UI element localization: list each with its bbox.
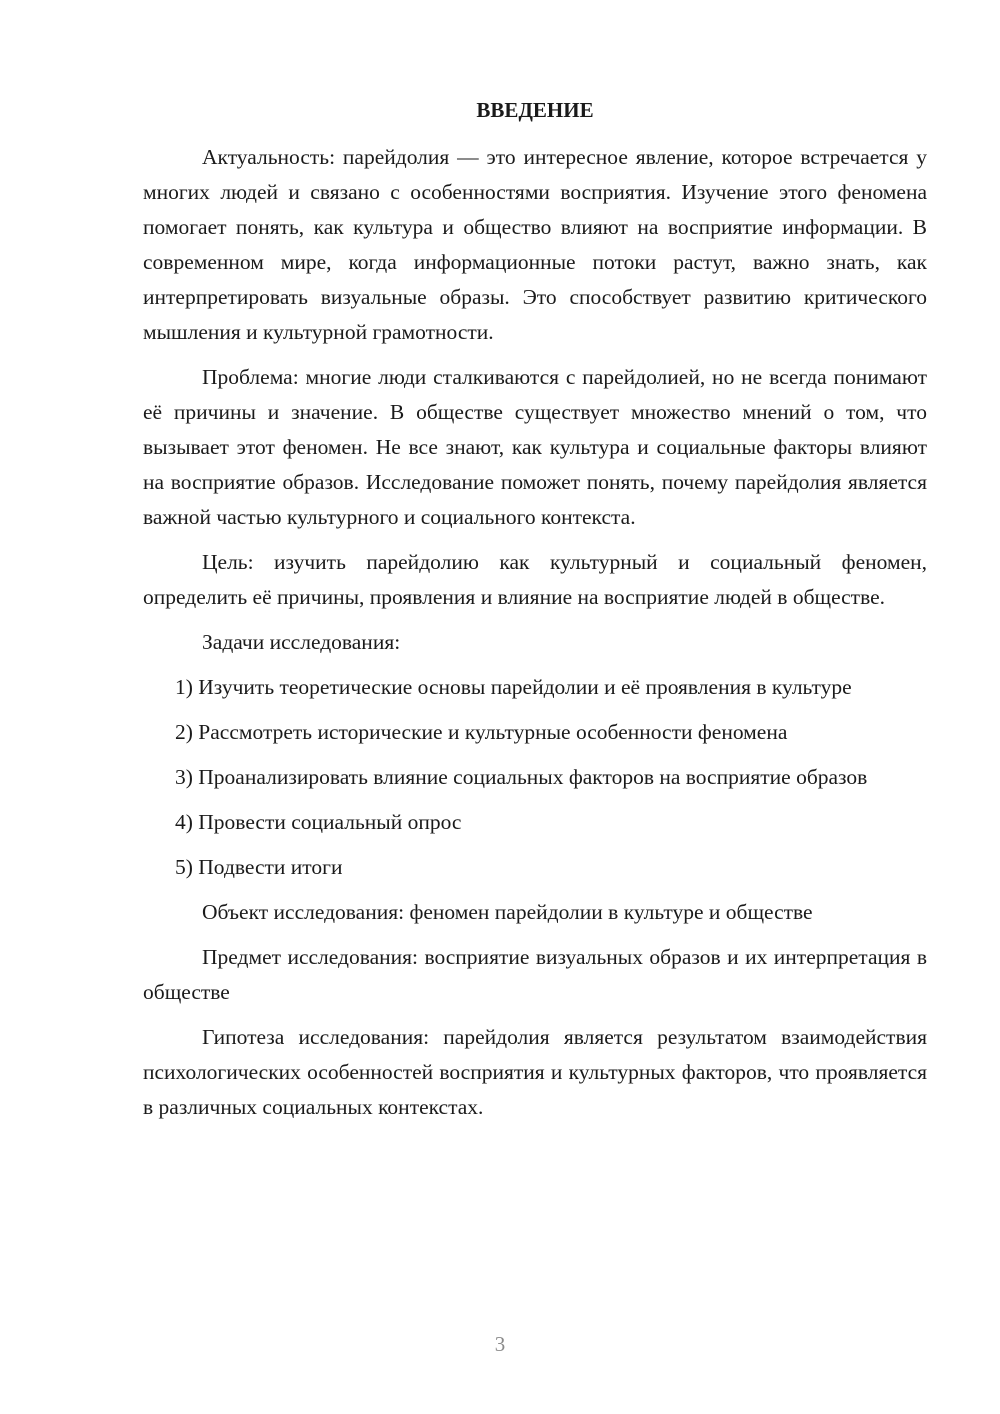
page-number: 3 [494, 1332, 506, 1356]
task-item-1: 1) Изучить теоретические основы парейдолии и её проявления в культуре [175, 675, 852, 699]
task-item-3: 3) Проанализировать влияние социальных факторов на восприятие образов [175, 765, 868, 789]
problem-paragraph: Проблема: многие люди сталкиваются с парейдолией, но не всегда понимают её причины и значение. В обществе существует множество мнений о том, что вызывает этот феномен. Не все знают, как культура и социальные факторы влияют на восприятие образов. Исследование поможет понять, почему парейдолия является важной частью культурного и социального контекста. [143, 365, 927, 529]
tasks-heading: Задачи исследования: [202, 630, 401, 654]
relevance-paragraph: Актуальность: парейдолия — это интересное явление, которое встречается у многих людей и связано с особенностями восприятия. Изучение этого феномена помогает понять, как культура и общество влияют на восприятие информации. В современном мире, когда информационные потоки растут, важно знать, как интерпретировать визуальные образы. Это способствует развитию критического мышления и культурной грамотности. [143, 145, 927, 344]
goal-paragraph: Цель: изучить парейдолию как культурный и социальный феномен, определить её причины, проявления и влияние на восприятие людей в обществе. [143, 550, 927, 609]
hypothesis-paragraph: Гипотеза исследования: парейдолия является результатом взаимодействия психологических особенностей восприятия и культурных факторов, что проявляется в различных социальных контекстах. [143, 1025, 927, 1119]
task-item-4: 4) Провести социальный опрос [175, 810, 462, 834]
document-page [143, 92, 927, 1135]
section-title: ВВЕДЕНИЕ [476, 98, 594, 122]
task-item-2: 2) Рассмотреть исторические и культурные особенности феномена [175, 720, 788, 744]
subject-paragraph: Предмет исследования: восприятие визуальных образов и их интерпретация в обществе [143, 945, 927, 1004]
object-paragraph: Объект исследования: феномен парейдолии в культуре и обществе [202, 900, 813, 924]
task-item-5: 5) Подвести итоги [175, 855, 343, 879]
